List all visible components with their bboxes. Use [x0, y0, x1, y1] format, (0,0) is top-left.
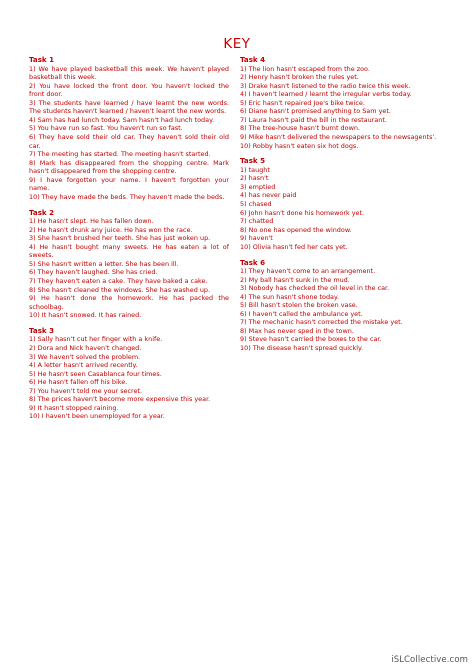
answer-item: 3) Nobody has checked the oil level in the car. — [240, 284, 390, 293]
answer-item: 2) Henry hasn't broken the rules yet. — [240, 73, 359, 82]
task-heading: Task 6 — [240, 257, 266, 267]
answer-item: 2) Dora and Nick haven't changed. — [29, 344, 142, 353]
answer-item: 5) You have run so fast. You haven't run so fast. — [29, 124, 183, 133]
answer-item: 9) He hasn't done the homework. He has packed the schoolbag. — [29, 294, 229, 311]
answer-list — [240, 166, 450, 251]
answer-item: 6) He hasn't fallen off his bike. — [29, 378, 128, 387]
answer-item: 4) He hasn't bought many sweets. He has eaten a lot of sweets. — [29, 242, 229, 260]
answer-item: 4) Sam has had lunch today. Sam hasn't had lunch today. — [29, 115, 215, 124]
answer-list — [240, 65, 450, 150]
answer-item: 6) I haven't called the ambulance yet. — [240, 309, 363, 318]
task-section — [240, 259, 450, 353]
answer-item: 9) I have forgotten your name. I haven't forgotten your name. — [29, 175, 229, 193]
watermark: iSLCollective.com — [391, 655, 468, 665]
answer-list — [29, 335, 229, 420]
answer-item: 10) I haven't been unemployed for a year. — [29, 412, 165, 421]
answer-item: 3) emptied — [240, 182, 276, 191]
task-section — [29, 56, 229, 201]
answer-item: 8) The prices haven't become more expensive this year. — [29, 395, 211, 404]
answer-item: 1) taught — [240, 165, 270, 174]
answer-item: 1) He hasn't slept. He has fallen down. — [29, 217, 154, 226]
answer-item: 5) Eric hasn't repaired Joe's bike twice. — [240, 98, 365, 107]
task-section — [29, 209, 229, 320]
answer-item: 1) The lion hasn't escaped from the zoo. — [240, 64, 370, 73]
answer-item: 9) haven't — [240, 234, 273, 243]
answer-item: 6) They haven't laughed. She has cried. — [29, 268, 158, 277]
answer-item: 4) I haven't learned / learnt the irregular verbs today. — [240, 90, 412, 99]
answer-item: 10) They have made the beds. They haven't made the beds. — [29, 192, 225, 201]
answer-item: 8) Mark has disappeared from the shopping centre. Mark hasn't disappeared from the shopping centre. — [29, 158, 229, 176]
answer-item: 7) chatted — [240, 217, 274, 226]
answer-list — [29, 217, 229, 320]
answer-item: 5) Bill hasn't stolen the broken vase. — [240, 301, 358, 310]
page-title: KEY — [223, 36, 251, 52]
left-column — [29, 56, 229, 428]
answer-list — [240, 267, 450, 352]
answer-item: 8) Max has never sped in the town. — [240, 326, 354, 335]
answer-item: 9) It hasn't stopped raining. — [29, 403, 119, 412]
answer-item: 7) The meeting has started. The meeting hasn't started. — [29, 150, 211, 159]
answer-list — [29, 65, 229, 202]
answer-item: 9) Steve hasn't carried the boxes to the car. — [240, 335, 382, 344]
task-section — [29, 327, 229, 421]
answer-item: 7) The mechanic hasn't corrected the mistake yet. — [240, 318, 403, 327]
answer-item: 3) The students have learned / have learnt the new words. The students haven't learned / haven't learnt the new words. — [29, 98, 229, 116]
answer-item: 1) Sally hasn't cut her finger with a knife. — [29, 335, 163, 344]
answer-item: 7) Laura hasn't paid the bill in the restaurant. — [240, 115, 387, 124]
answer-item: 1) They haven't come to an arrangement. — [240, 267, 376, 276]
answer-item: 4) The sun hasn't shone today. — [240, 292, 339, 301]
answer-item: 7) You haven't told me your secret. — [29, 386, 143, 395]
answer-item: 10) It hasn't snowed. It has rained. — [29, 311, 142, 320]
answer-item: 6) They have sold their old car. They haven't sold their old car. — [29, 132, 229, 150]
task-heading: Task 1 — [29, 55, 55, 64]
answer-item: 6) John hasn't done his homework yet. — [240, 208, 365, 217]
task-heading: Task 5 — [240, 156, 266, 166]
answer-item: 1) We have played basketball this week. We haven't played basketball this week. — [29, 64, 229, 82]
answer-item: 7) They haven't eaten a cake. They have baked a cake. — [29, 276, 208, 285]
answer-item: 10) The disease hasn't spread quickly. — [240, 344, 363, 353]
task-heading: Task 3 — [29, 325, 55, 335]
answer-item: 5) chased — [240, 200, 272, 209]
answer-item: 2) You have locked the front door. You haven't locked the front door. — [29, 81, 229, 99]
answer-item: 3) We haven't solved the problem. — [29, 352, 141, 361]
answer-item: 10) Robby hasn't eaten six hot dogs. — [240, 141, 359, 150]
answer-item: 5) She hasn't written a letter. She has been ill. — [29, 259, 179, 268]
answer-item: 2) hasn't — [240, 174, 269, 183]
answer-item: 6) Diane hasn't promised anything to Sam yet. — [240, 107, 391, 116]
answer-item: 8) The tree-house hasn't burnt down. — [240, 124, 360, 133]
answer-item: 8) She hasn't cleaned the windows. She has washed up. — [29, 285, 211, 294]
answer-item: 8) No one has opened the window. — [240, 225, 352, 234]
right-column — [240, 56, 450, 360]
answer-item: 3) She hasn't brushed her teeth. She has just woken up. — [29, 234, 211, 243]
task-section — [240, 56, 450, 150]
answer-item: 4) A letter hasn't arrived recently. — [29, 361, 138, 370]
task-heading: Task 2 — [29, 207, 55, 217]
answer-item: 4) has never paid — [240, 191, 297, 200]
answer-item: 9) Mike hasn't delivered the newspapers to the newsagents'. — [240, 132, 437, 141]
answer-item: 2) He hasn't drunk any juice. He has won the race. — [29, 225, 193, 234]
answer-item: 3) Drake hasn't listened to the radio twice this week. — [240, 81, 411, 90]
answer-item: 2) My ball hasn't sunk in the mud. — [240, 275, 350, 284]
answer-item: 5) He hasn't seen Casablanca four times. — [29, 369, 162, 378]
task-section — [240, 157, 450, 251]
answer-item: 10) Olivia hasn't fed her cats yet. — [240, 242, 348, 251]
task-heading: Task 4 — [240, 55, 266, 64]
